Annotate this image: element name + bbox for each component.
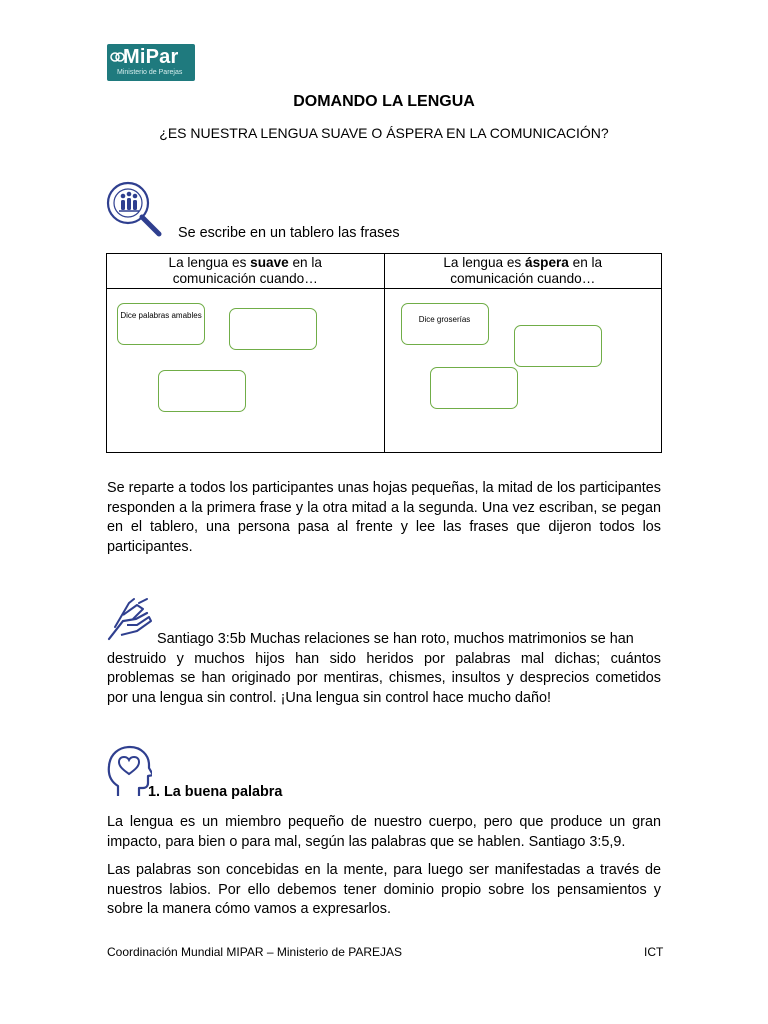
scripture-rest: destruido y muchos hijos han sido heridos por palabras mal dichas; cuántos problemas se han originado por mentiras, chismes, insultos y desprecios cometidos por una lengua sin control. ¡Una lengua sin control hace mucho daño! bbox=[107, 650, 661, 706]
scripture-first-line: Santiago 3:5b Muchas relaciones se han roto, muchos matrimonios se han bbox=[157, 631, 634, 647]
logo-subtitle: Ministerio de Parejas bbox=[117, 69, 183, 76]
note-card-empty bbox=[430, 367, 518, 409]
header-aspera: La lengua es áspera en la comunicación cuando… bbox=[384, 254, 662, 289]
logo-name: MiPar bbox=[123, 46, 179, 68]
section-heading: 1. La buena palabra bbox=[148, 784, 283, 800]
note-card: Dice palabras amables bbox=[117, 303, 205, 345]
magnifier-people-icon bbox=[104, 180, 166, 242]
head-heart-icon bbox=[104, 744, 152, 798]
footer-left: Coordinación Mundial MIPAR – Ministerio de PAREJAS bbox=[107, 945, 403, 959]
page-subtitle: ¿ES NUESTRA LENGUA SUAVE O ÁSPERA EN LA COMUNICACIÓN? bbox=[159, 125, 609, 141]
paragraph-instructions: Se reparte a todos los participantes unas hojas pequeñas, la mitad de los participantes responden a la primera frase y la otra mitad a la segunda. Una vez escriban, se pegan en el tablero, una persona pasa al frente y lee las frases que dijeron todos los participantes. bbox=[107, 480, 661, 555]
header-suave: La lengua es suave en la comunicación cuando… bbox=[107, 254, 385, 289]
page-title: DOMANDO LA LENGUA bbox=[293, 93, 475, 110]
footer-right: ICT bbox=[644, 945, 664, 959]
column-suave bbox=[107, 289, 385, 453]
section-paragraph-1: La lengua es un miembro pequeño de nuestro cuerpo, pero que produce un gran impacto, para bien o para mal, según las palabras que se hablen. Santiago 3:5,9. bbox=[107, 814, 661, 850]
note-card-empty bbox=[514, 325, 602, 367]
note-card-empty bbox=[158, 370, 246, 412]
note-card-empty bbox=[229, 308, 317, 350]
board-table bbox=[106, 253, 662, 453]
mipar-logo bbox=[107, 44, 195, 81]
column-aspera bbox=[384, 289, 662, 453]
section-paragraph-2: Las palabras son concebidas en la mente, para luego ser manifestadas a través de nuestros labios. Por ello debemos tener dominio propio sobre los pensamientos y sobre la manera cómo vamos a expresarlos. bbox=[107, 862, 661, 918]
scripture-paragraph bbox=[107, 630, 661, 708]
intro-text: Se escribe en un tablero las frases bbox=[178, 225, 400, 241]
note-card: Dice groserías bbox=[401, 303, 489, 345]
